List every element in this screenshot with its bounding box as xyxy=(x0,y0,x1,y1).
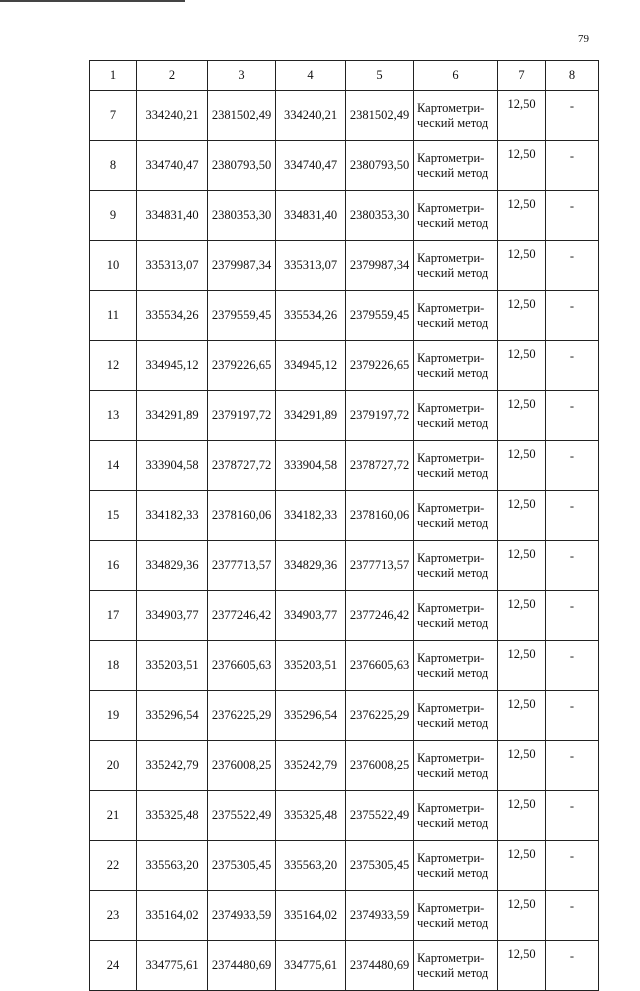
accuracy-cell: 12,50 xyxy=(498,291,546,341)
header-cell: 1 xyxy=(90,61,137,91)
note-cell: - xyxy=(546,141,599,191)
y-coordinate-cell: 2374480,69 xyxy=(208,941,276,991)
header-cell: 7 xyxy=(498,61,546,91)
point-number-cell: 14 xyxy=(90,441,137,491)
accuracy-cell: 12,50 xyxy=(498,841,546,891)
point-number-cell: 21 xyxy=(90,791,137,841)
table-row xyxy=(90,741,599,791)
x-coordinate-cell: 334291,89 xyxy=(276,391,346,441)
method-cell xyxy=(414,91,498,141)
y-coordinate-cell: 2381502,49 xyxy=(208,91,276,141)
method-text: Картометри- xyxy=(417,400,485,415)
header-cell: 2 xyxy=(137,61,208,91)
accuracy-cell: 12,50 xyxy=(498,641,546,691)
x-coordinate-cell: 334775,61 xyxy=(276,941,346,991)
x-coordinate-cell: 334182,33 xyxy=(137,491,208,541)
table-row xyxy=(90,691,599,741)
method-cell xyxy=(414,741,498,791)
table-row xyxy=(90,791,599,841)
table-row xyxy=(90,341,599,391)
y-coordinate-cell: 2376225,29 xyxy=(208,691,276,741)
note-cell: - xyxy=(546,941,599,991)
method-cell xyxy=(414,591,498,641)
y-coordinate-cell: 2377713,57 xyxy=(346,541,414,591)
note-cell: - xyxy=(546,491,599,541)
method-text: ческий метод xyxy=(417,215,489,230)
top-rule xyxy=(0,0,185,2)
method-text: Картометри- xyxy=(417,550,485,565)
accuracy-cell: 12,50 xyxy=(498,391,546,441)
table-row xyxy=(90,541,599,591)
note-cell: - xyxy=(546,741,599,791)
point-number-cell: 12 xyxy=(90,341,137,391)
method-text: ческий метод xyxy=(417,615,489,630)
note-cell: - xyxy=(546,341,599,391)
y-coordinate-cell: 2379197,72 xyxy=(208,391,276,441)
y-coordinate-cell: 2379559,45 xyxy=(208,291,276,341)
method-text: Картометри- xyxy=(417,500,485,515)
method-text: Картометри- xyxy=(417,250,485,265)
y-coordinate-cell: 2378727,72 xyxy=(346,441,414,491)
point-number-cell: 20 xyxy=(90,741,137,791)
method-text: ческий метод xyxy=(417,965,489,980)
y-coordinate-cell: 2378160,06 xyxy=(346,491,414,541)
method-cell xyxy=(414,491,498,541)
y-coordinate-cell: 2376605,63 xyxy=(208,641,276,691)
method-text: Картометри- xyxy=(417,650,485,665)
point-number-cell: 7 xyxy=(90,91,137,141)
point-number-cell: 18 xyxy=(90,641,137,691)
x-coordinate-cell: 334291,89 xyxy=(137,391,208,441)
y-coordinate-cell: 2374480,69 xyxy=(346,941,414,991)
method-text: Картометри- xyxy=(417,950,485,965)
method-text: ческий метод xyxy=(417,415,489,430)
table-row xyxy=(90,641,599,691)
accuracy-cell: 12,50 xyxy=(498,191,546,241)
note-cell: - xyxy=(546,541,599,591)
page-number: 79 xyxy=(578,33,589,45)
accuracy-cell: 12,50 xyxy=(498,491,546,541)
method-cell xyxy=(414,341,498,391)
method-cell xyxy=(414,791,498,841)
method-text: ческий метод xyxy=(417,715,489,730)
x-coordinate-cell: 334945,12 xyxy=(276,341,346,391)
y-coordinate-cell: 2379197,72 xyxy=(346,391,414,441)
method-text: ческий метод xyxy=(417,115,489,130)
accuracy-cell: 12,50 xyxy=(498,691,546,741)
note-cell: - xyxy=(546,591,599,641)
y-coordinate-cell: 2374933,59 xyxy=(208,891,276,941)
method-text: ческий метод xyxy=(417,165,489,180)
y-coordinate-cell: 2380793,50 xyxy=(346,141,414,191)
accuracy-cell: 12,50 xyxy=(498,591,546,641)
point-number-cell: 11 xyxy=(90,291,137,341)
method-text: Картометри- xyxy=(417,150,485,165)
method-cell xyxy=(414,291,498,341)
table-row xyxy=(90,241,599,291)
point-number-cell: 13 xyxy=(90,391,137,441)
note-cell: - xyxy=(546,191,599,241)
y-coordinate-cell: 2379987,34 xyxy=(346,241,414,291)
method-text: ческий метод xyxy=(417,315,489,330)
method-text: Картометри- xyxy=(417,750,485,765)
x-coordinate-cell: 335296,54 xyxy=(137,691,208,741)
point-number-cell: 17 xyxy=(90,591,137,641)
method-text: ческий метод xyxy=(417,515,489,530)
table-row xyxy=(90,591,599,641)
method-text: ческий метод xyxy=(417,565,489,580)
x-coordinate-cell: 335164,02 xyxy=(137,891,208,941)
table-row xyxy=(90,941,599,991)
accuracy-cell: 12,50 xyxy=(498,741,546,791)
table-row xyxy=(90,291,599,341)
table-row xyxy=(90,391,599,441)
x-coordinate-cell: 333904,58 xyxy=(276,441,346,491)
method-text: ческий метод xyxy=(417,765,489,780)
method-text: ческий метод xyxy=(417,465,489,480)
x-coordinate-cell: 334829,36 xyxy=(276,541,346,591)
method-text: ческий метод xyxy=(417,365,489,380)
accuracy-cell: 12,50 xyxy=(498,791,546,841)
y-coordinate-cell: 2379987,34 xyxy=(208,241,276,291)
method-text: ческий метод xyxy=(417,915,489,930)
x-coordinate-cell: 334831,40 xyxy=(137,191,208,241)
point-number-cell: 8 xyxy=(90,141,137,191)
y-coordinate-cell: 2380353,30 xyxy=(208,191,276,241)
x-coordinate-cell: 335203,51 xyxy=(137,641,208,691)
x-coordinate-cell: 335563,20 xyxy=(276,841,346,891)
header-cell: 8 xyxy=(546,61,599,91)
x-coordinate-cell: 335325,48 xyxy=(276,791,346,841)
x-coordinate-cell: 335313,07 xyxy=(137,241,208,291)
header-cell: 5 xyxy=(346,61,414,91)
table-row xyxy=(90,841,599,891)
accuracy-cell: 12,50 xyxy=(498,141,546,191)
method-cell xyxy=(414,191,498,241)
point-number-cell: 22 xyxy=(90,841,137,891)
x-coordinate-cell: 334740,47 xyxy=(137,141,208,191)
x-coordinate-cell: 334182,33 xyxy=(276,491,346,541)
table-row xyxy=(90,441,599,491)
method-cell xyxy=(414,391,498,441)
x-coordinate-cell: 335563,20 xyxy=(137,841,208,891)
y-coordinate-cell: 2376605,63 xyxy=(346,641,414,691)
accuracy-cell: 12,50 xyxy=(498,241,546,291)
note-cell: - xyxy=(546,91,599,141)
point-number-cell: 23 xyxy=(90,891,137,941)
method-text: Картометри- xyxy=(417,850,485,865)
y-coordinate-cell: 2376225,29 xyxy=(346,691,414,741)
x-coordinate-cell: 333904,58 xyxy=(137,441,208,491)
note-cell: - xyxy=(546,241,599,291)
note-cell: - xyxy=(546,391,599,441)
y-coordinate-cell: 2375305,45 xyxy=(346,841,414,891)
x-coordinate-cell: 334945,12 xyxy=(137,341,208,391)
x-coordinate-cell: 334775,61 xyxy=(137,941,208,991)
y-coordinate-cell: 2380793,50 xyxy=(208,141,276,191)
x-coordinate-cell: 334903,77 xyxy=(137,591,208,641)
point-number-cell: 24 xyxy=(90,941,137,991)
x-coordinate-cell: 334240,21 xyxy=(137,91,208,141)
x-coordinate-cell: 334740,47 xyxy=(276,141,346,191)
x-coordinate-cell: 334903,77 xyxy=(276,591,346,641)
point-number-cell: 9 xyxy=(90,191,137,241)
method-text: Картометри- xyxy=(417,300,485,315)
y-coordinate-cell: 2379559,45 xyxy=(346,291,414,341)
x-coordinate-cell: 334240,21 xyxy=(276,91,346,141)
method-text: Картометри- xyxy=(417,600,485,615)
y-coordinate-cell: 2379226,65 xyxy=(208,341,276,391)
note-cell: - xyxy=(546,691,599,741)
x-coordinate-cell: 335164,02 xyxy=(276,891,346,941)
y-coordinate-cell: 2375305,45 xyxy=(208,841,276,891)
x-coordinate-cell: 335534,26 xyxy=(276,291,346,341)
method-text: Картометри- xyxy=(417,800,485,815)
y-coordinate-cell: 2375522,49 xyxy=(208,791,276,841)
point-number-cell: 10 xyxy=(90,241,137,291)
y-coordinate-cell: 2376008,25 xyxy=(346,741,414,791)
x-coordinate-cell: 334829,36 xyxy=(137,541,208,591)
y-coordinate-cell: 2378160,06 xyxy=(208,491,276,541)
note-cell: - xyxy=(546,791,599,841)
method-text: Картометри- xyxy=(417,900,485,915)
x-coordinate-cell: 335203,51 xyxy=(276,641,346,691)
method-cell xyxy=(414,441,498,491)
accuracy-cell: 12,50 xyxy=(498,91,546,141)
table-row xyxy=(90,891,599,941)
method-cell xyxy=(414,941,498,991)
y-coordinate-cell: 2374933,59 xyxy=(346,891,414,941)
y-coordinate-cell: 2378727,72 xyxy=(208,441,276,491)
x-coordinate-cell: 335325,48 xyxy=(137,791,208,841)
x-coordinate-cell: 335313,07 xyxy=(276,241,346,291)
method-text: ческий метод xyxy=(417,865,489,880)
coordinates-table xyxy=(89,60,599,991)
accuracy-cell: 12,50 xyxy=(498,541,546,591)
header-cell: 4 xyxy=(276,61,346,91)
table-row xyxy=(90,91,599,141)
point-number-cell: 19 xyxy=(90,691,137,741)
y-coordinate-cell: 2377713,57 xyxy=(208,541,276,591)
accuracy-cell: 12,50 xyxy=(498,941,546,991)
y-coordinate-cell: 2381502,49 xyxy=(346,91,414,141)
method-text: ческий метод xyxy=(417,815,489,830)
method-cell xyxy=(414,691,498,741)
y-coordinate-cell: 2379226,65 xyxy=(346,341,414,391)
y-coordinate-cell: 2377246,42 xyxy=(208,591,276,641)
method-cell xyxy=(414,891,498,941)
method-text: Картометри- xyxy=(417,450,485,465)
table-header-row xyxy=(90,61,599,91)
method-cell xyxy=(414,641,498,691)
x-coordinate-cell: 335534,26 xyxy=(137,291,208,341)
note-cell: - xyxy=(546,841,599,891)
header-cell: 3 xyxy=(208,61,276,91)
method-text: Картометри- xyxy=(417,700,485,715)
accuracy-cell: 12,50 xyxy=(498,891,546,941)
method-cell xyxy=(414,541,498,591)
header-cell: 6 xyxy=(414,61,498,91)
note-cell: - xyxy=(546,891,599,941)
point-number-cell: 16 xyxy=(90,541,137,591)
table-row xyxy=(90,491,599,541)
x-coordinate-cell: 334831,40 xyxy=(276,191,346,241)
method-cell xyxy=(414,141,498,191)
y-coordinate-cell: 2376008,25 xyxy=(208,741,276,791)
note-cell: - xyxy=(546,641,599,691)
note-cell: - xyxy=(546,291,599,341)
x-coordinate-cell: 335242,79 xyxy=(137,741,208,791)
accuracy-cell: 12,50 xyxy=(498,441,546,491)
method-text: ческий метод xyxy=(417,665,489,680)
x-coordinate-cell: 335242,79 xyxy=(276,741,346,791)
x-coordinate-cell: 335296,54 xyxy=(276,691,346,741)
method-text: Картометри- xyxy=(417,100,485,115)
method-text: ческий метод xyxy=(417,265,489,280)
y-coordinate-cell: 2380353,30 xyxy=(346,191,414,241)
table-row xyxy=(90,191,599,241)
method-text: Картометри- xyxy=(417,350,485,365)
y-coordinate-cell: 2375522,49 xyxy=(346,791,414,841)
method-text: Картометри- xyxy=(417,200,485,215)
accuracy-cell: 12,50 xyxy=(498,341,546,391)
method-cell xyxy=(414,241,498,291)
y-coordinate-cell: 2377246,42 xyxy=(346,591,414,641)
point-number-cell: 15 xyxy=(90,491,137,541)
method-cell xyxy=(414,841,498,891)
note-cell: - xyxy=(546,441,599,491)
table-row xyxy=(90,141,599,191)
